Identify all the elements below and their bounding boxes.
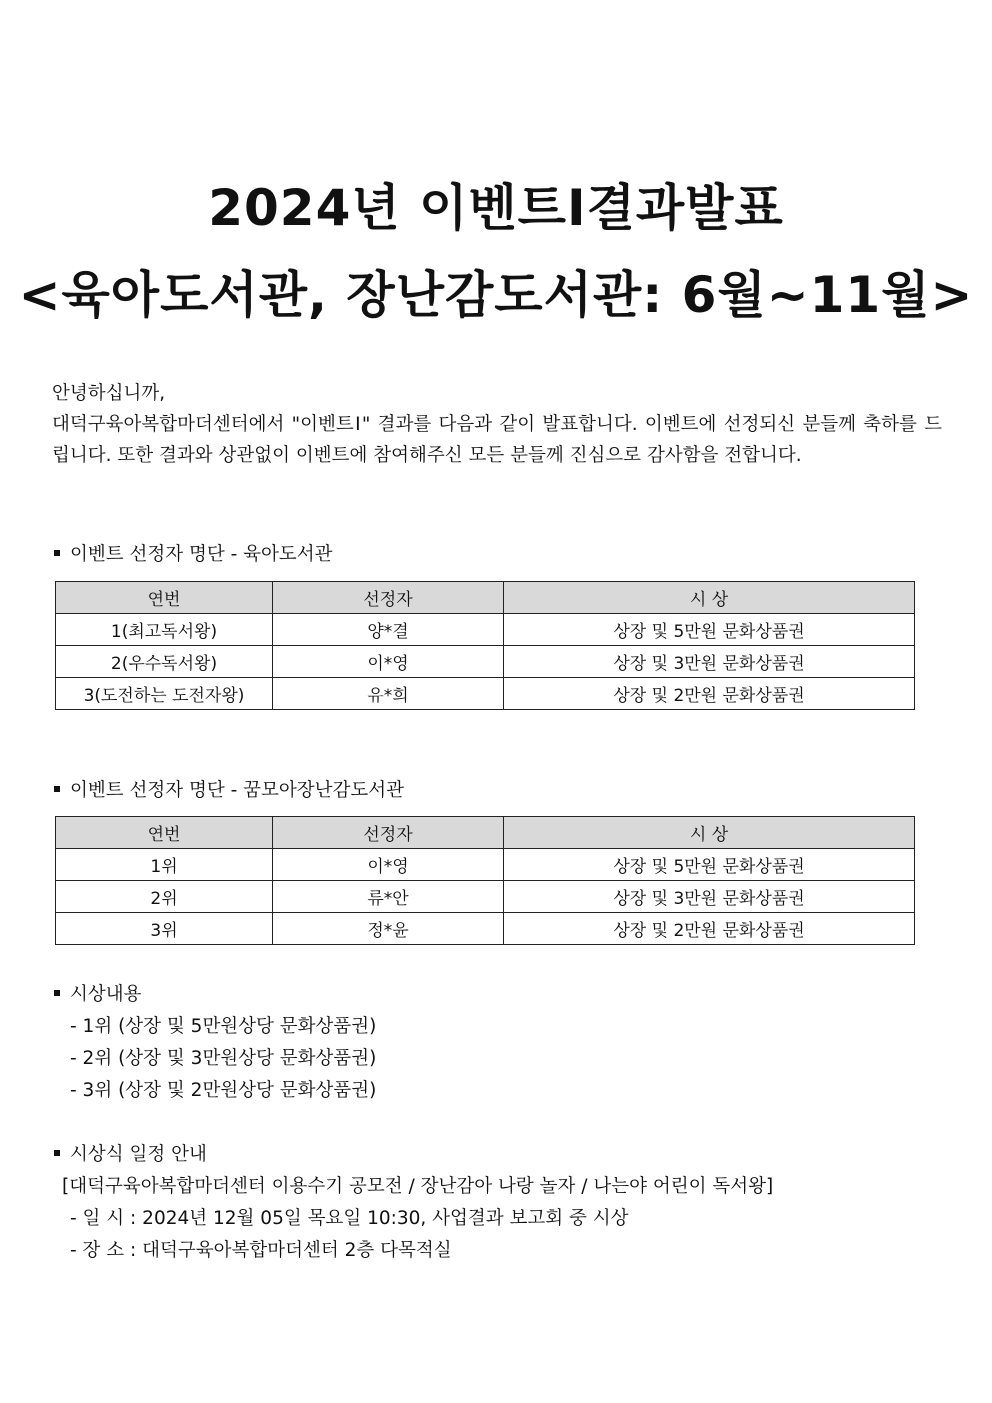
section-heading-toy-library bbox=[52, 776, 404, 802]
cell-number: 3(도전하는 도전자왕) bbox=[56, 678, 273, 710]
cell-prize: 상장 및 2만원 문화상품권 bbox=[504, 678, 915, 710]
cell-number: 3위 bbox=[56, 913, 273, 945]
page-title: 2024년 이벤트Ⅰ결과발표 bbox=[208, 179, 784, 237]
section-heading-text: 이벤트 선정자 명단 - 꿈모아장난감도서관 bbox=[70, 780, 405, 801]
section-heading-text: 이벤트 선정자 명단 - 육아도서관 bbox=[70, 544, 333, 565]
cell-number: 1위 bbox=[56, 849, 273, 881]
cell-winner: 류*안 bbox=[273, 881, 504, 913]
cell-number: 2(우수독서왕) bbox=[56, 646, 273, 678]
header-prize: 시 상 bbox=[504, 817, 915, 849]
section-heading-prizes bbox=[52, 980, 141, 1006]
table-row bbox=[56, 646, 915, 678]
cell-prize: 상장 및 2만원 문화상품권 bbox=[504, 913, 915, 945]
ceremony-place: - 장 소 : 대덕구육아복합마더센터 2층 다목적실 bbox=[70, 1240, 452, 1261]
award-table-toy-library bbox=[55, 816, 915, 945]
section-heading-ceremony bbox=[52, 1140, 207, 1166]
greeting: 안녕하십니까, bbox=[52, 383, 166, 404]
award-table-library bbox=[55, 581, 915, 710]
cell-prize: 상장 및 3만원 문화상품권 bbox=[504, 646, 915, 678]
page-subtitle: <육아도서관, 장난감도서관: 6월~11월> bbox=[18, 266, 974, 324]
square-bullet-icon bbox=[54, 990, 60, 996]
cell-winner: 이*영 bbox=[273, 849, 504, 881]
square-bullet-icon bbox=[54, 550, 60, 556]
section-heading-text: 시상식 일정 안내 bbox=[70, 1144, 207, 1165]
ceremony-date: - 일 시 : 2024년 12월 05일 목요일 10:30, 사업결과 보고회 중 시상 bbox=[70, 1208, 629, 1229]
cell-winner: 이*영 bbox=[273, 646, 504, 678]
cell-winner: 정*윤 bbox=[273, 913, 504, 945]
cell-prize: 상장 및 3만원 문화상품권 bbox=[504, 881, 915, 913]
table-header-row bbox=[56, 582, 915, 614]
cell-winner: 유*희 bbox=[273, 678, 504, 710]
table-header-row bbox=[56, 817, 915, 849]
prize-item: - 1위 (상장 및 5만원상당 문화상품권) bbox=[70, 1016, 377, 1037]
header-number: 연번 bbox=[56, 582, 273, 614]
header-prize: 시 상 bbox=[504, 582, 915, 614]
prize-item: - 2위 (상장 및 3만원상당 문화상품권) bbox=[70, 1048, 377, 1069]
header-winner: 선정자 bbox=[273, 582, 504, 614]
table-row bbox=[56, 881, 915, 913]
table-row bbox=[56, 849, 915, 881]
cell-number: 1(최고독서왕) bbox=[56, 614, 273, 646]
square-bullet-icon bbox=[54, 786, 60, 792]
table-row bbox=[56, 614, 915, 646]
header-winner: 선정자 bbox=[273, 817, 504, 849]
prize-item: - 3위 (상장 및 2만원상당 문화상품권) bbox=[70, 1080, 377, 1101]
square-bullet-icon bbox=[54, 1150, 60, 1156]
ceremony-programs: [대덕구육아복합마더센터 이용수기 공모전 / 장난감아 나랑 놀자 / 나는야 어린이 독서왕] bbox=[62, 1176, 774, 1197]
table-row bbox=[56, 678, 915, 710]
cell-winner: 양*결 bbox=[273, 614, 504, 646]
intro-paragraph bbox=[52, 378, 942, 471]
table-row bbox=[56, 913, 915, 945]
section-heading-text: 시상내용 bbox=[70, 984, 142, 1005]
cell-number: 2위 bbox=[56, 881, 273, 913]
cell-prize: 상장 및 5만원 문화상품권 bbox=[504, 849, 915, 881]
cell-prize: 상장 및 5만원 문화상품권 bbox=[504, 614, 915, 646]
intro-body: 대덕구육아복합마더센터에서 "이벤트Ⅰ" 결과를 다음과 같이 발표합니다. 이벤트에 선정되신 분들께 축하를 드립니다. 또한 결과와 상관없이 이벤트에 참여해주신 모든 분들께 진심으로 감사함을 전합니다. bbox=[52, 414, 942, 466]
header-number: 연번 bbox=[56, 817, 273, 849]
section-heading-library bbox=[52, 540, 333, 566]
